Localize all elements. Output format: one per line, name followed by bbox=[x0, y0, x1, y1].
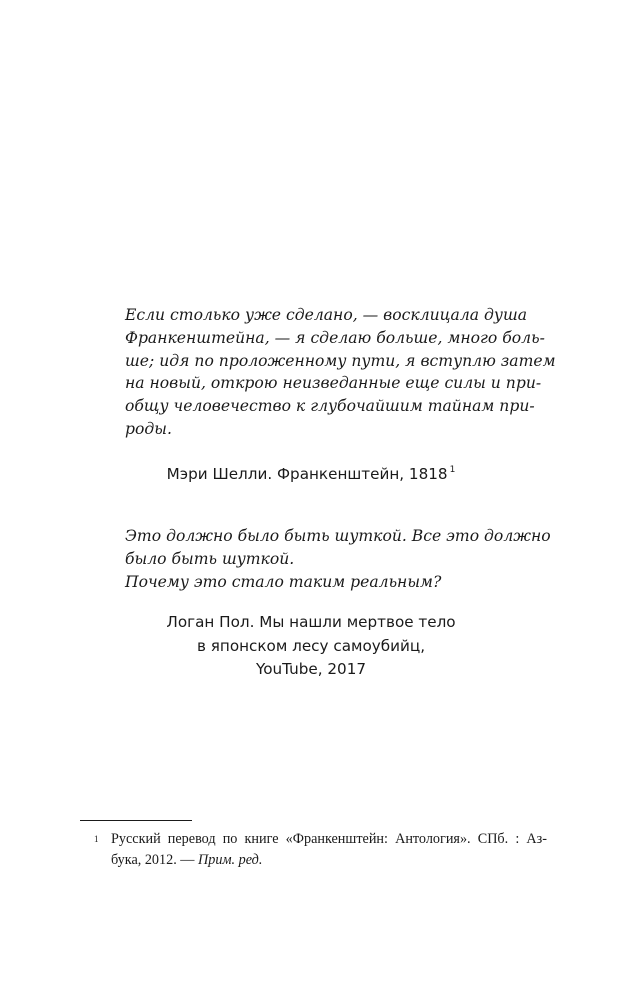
quote-line: ше; идя по проложенному пути, я вступлю затем bbox=[125, 351, 556, 370]
attribution-line: в японском лесу самоубийц, bbox=[196, 636, 426, 655]
footnote-text bbox=[111, 829, 547, 871]
epigraph-quote bbox=[125, 304, 556, 441]
attribution-text: Мэри Шелли. Франкенштейн, 1818 bbox=[166, 464, 448, 483]
footnote-line: Русский перевод по книге «Франкенштейн: Антология». СПб. : Аз- bbox=[111, 831, 547, 847]
footnote-number: 1 bbox=[94, 834, 99, 844]
editor-note: Прим. ред. bbox=[198, 852, 263, 868]
footnote-reference[interactable]: 1 bbox=[449, 464, 456, 475]
footnote-line-text: бука, 2012. — bbox=[111, 852, 199, 868]
quote-line: роды. bbox=[125, 419, 172, 438]
quote-line: Это должно было быть шуткой. Все это должно bbox=[125, 527, 551, 545]
attribution-line: Логан Пол. Мы нашли мертвое тело bbox=[166, 613, 456, 632]
attribution-line: YouTube, 2017 bbox=[255, 660, 367, 679]
footnote-line bbox=[111, 850, 547, 871]
footnote-divider bbox=[80, 820, 192, 821]
quote-line: было быть шуткой. bbox=[125, 549, 295, 568]
quote-line: общу человечество к глубочайшим тайнам при- bbox=[125, 397, 535, 416]
quote-line: Франкенштейна, — я сделаю больше, много боль- bbox=[125, 328, 545, 347]
quote-line: на новый, открою неизведанные еще силы и при- bbox=[125, 374, 542, 393]
epigraph-logan-paul bbox=[125, 525, 551, 682]
quote-line: Почему это стало таким реальным? bbox=[125, 572, 442, 591]
epigraph-quote bbox=[125, 525, 551, 593]
epigraph-attribution bbox=[125, 611, 497, 682]
epigraph-attribution bbox=[125, 459, 497, 487]
epigraph-shelley bbox=[125, 304, 556, 486]
quote-line: Если столько уже сделано, — восклицала душа bbox=[125, 306, 528, 324]
